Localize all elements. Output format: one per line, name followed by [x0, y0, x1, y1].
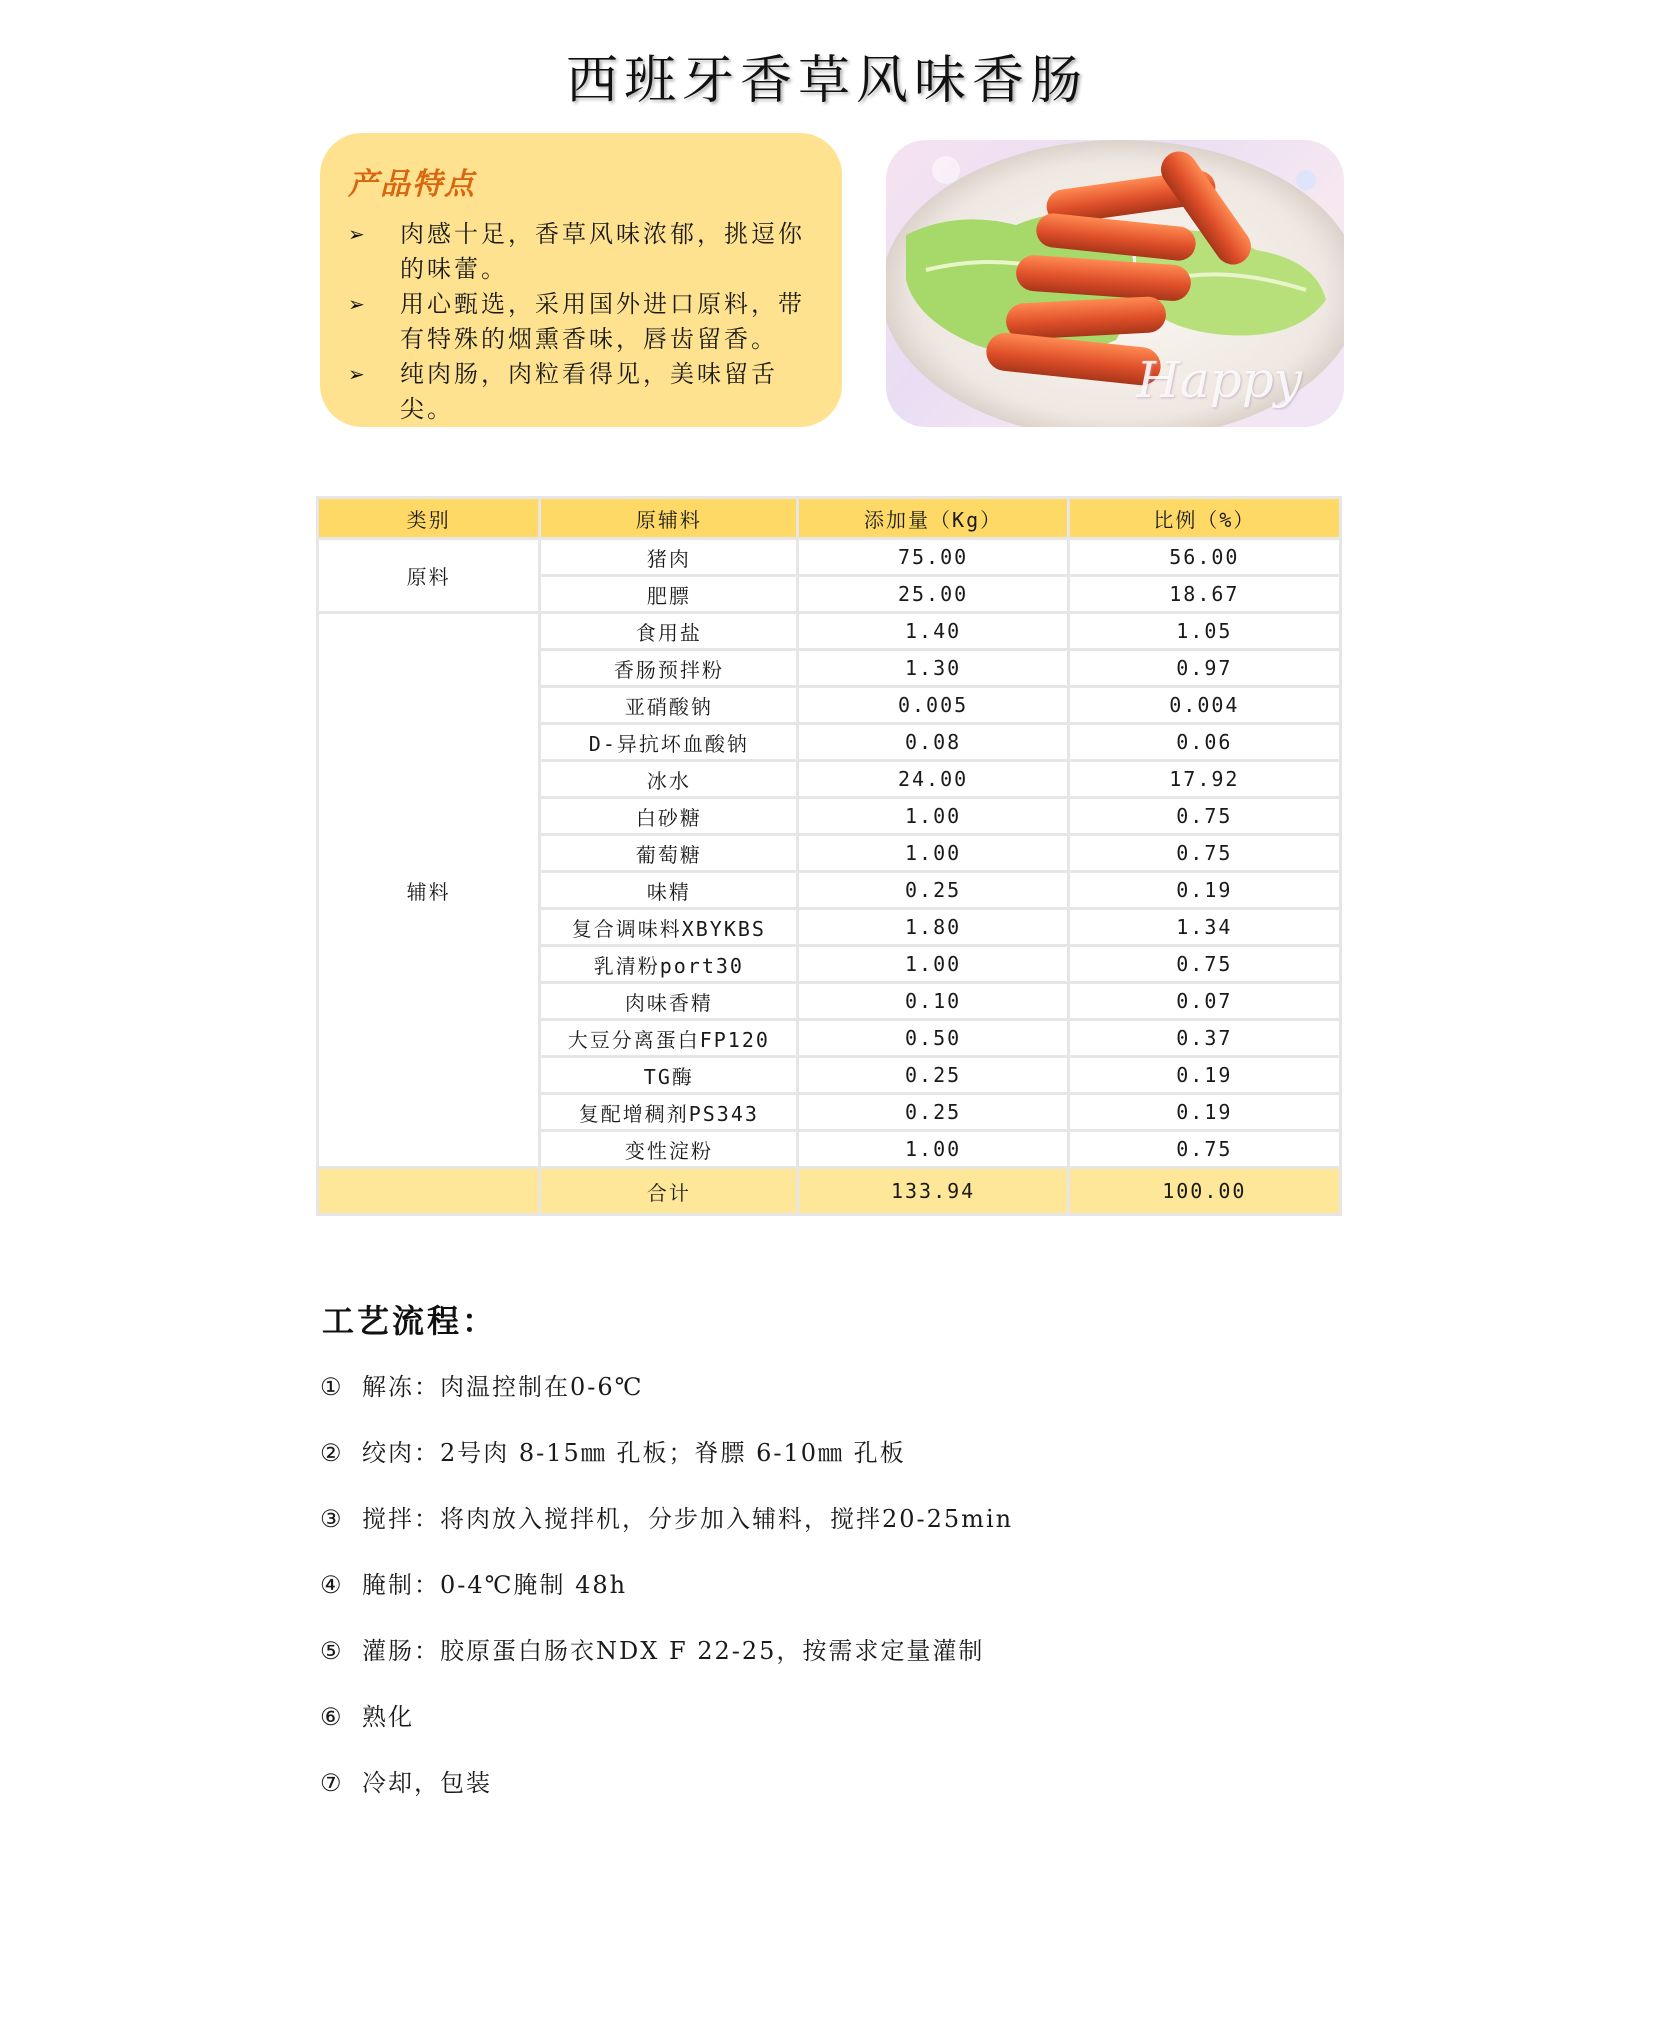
amount-cell: 1.30 — [798, 650, 1068, 687]
ratio-cell: 0.19 — [1068, 872, 1340, 909]
ingredient-cell: 猪肉 — [540, 539, 798, 576]
ratio-cell: 18.67 — [1068, 576, 1340, 613]
column-header: 添加量（Kg） — [798, 498, 1068, 539]
process-step — [320, 1370, 1013, 1436]
amount-cell: 0.08 — [798, 724, 1068, 761]
feature-text: 肉感十足，香草风味浓郁，挑逗你的味蕾。 — [400, 220, 805, 283]
amount-cell: 0.10 — [798, 983, 1068, 1020]
photo-overlay-text: Happy — [1136, 351, 1302, 409]
ingredient-cell: D-异抗坏血酸钠 — [540, 724, 798, 761]
column-header: 类别 — [318, 498, 540, 539]
step-number: ⑤ — [320, 1637, 344, 1665]
ratio-cell: 1.34 — [1068, 909, 1340, 946]
table-body — [318, 539, 1341, 1215]
amount-cell: 1.00 — [798, 835, 1068, 872]
ingredient-cell: 复合调味料XBYKBS — [540, 909, 798, 946]
feature-item — [348, 217, 812, 287]
ratio-cell: 0.75 — [1068, 798, 1340, 835]
ratio-cell: 0.75 — [1068, 1131, 1340, 1168]
step-number: ⑥ — [320, 1703, 344, 1731]
ratio-cell: 0.19 — [1068, 1057, 1340, 1094]
step-text: 搅拌：将肉放入搅拌机，分步加入辅料，搅拌20-25min — [362, 1505, 1014, 1533]
ingredient-cell: 变性淀粉 — [540, 1131, 798, 1168]
ingredient-cell: 食用盐 — [540, 613, 798, 650]
step-text: 冷却，包装 — [362, 1769, 492, 1797]
feature-text: 纯肉肠，肉粒看得见，美味留舌尖。 — [400, 360, 778, 423]
features-heading: 产品特点 — [348, 167, 476, 202]
product-features-panel — [320, 133, 842, 427]
sausage-photo — [886, 140, 1344, 427]
ratio-cell: 0.75 — [1068, 835, 1340, 872]
arrow-bullet-icon: ➢ — [348, 222, 368, 246]
step-number: ③ — [320, 1505, 344, 1533]
amount-cell: 1.00 — [798, 1131, 1068, 1168]
arrow-bullet-icon: ➢ — [348, 362, 368, 386]
arrow-bullet-icon: ➢ — [348, 292, 368, 316]
total-blank-cell — [318, 1168, 540, 1215]
process-step — [320, 1568, 1013, 1634]
total-amount-cell: 133.94 — [798, 1168, 1068, 1215]
ratio-cell: 56.00 — [1068, 539, 1340, 576]
ingredient-cell: 肥膘 — [540, 576, 798, 613]
step-number: ⑦ — [320, 1769, 344, 1797]
amount-cell: 1.40 — [798, 613, 1068, 650]
ratio-cell: 0.06 — [1068, 724, 1340, 761]
column-header: 原辅料 — [540, 498, 798, 539]
process-step — [320, 1700, 1013, 1766]
table-row — [318, 539, 1341, 576]
ratio-cell: 0.19 — [1068, 1094, 1340, 1131]
ratio-cell: 0.97 — [1068, 650, 1340, 687]
ratio-cell: 0.07 — [1068, 983, 1340, 1020]
amount-cell: 0.25 — [798, 1094, 1068, 1131]
amount-cell: 24.00 — [798, 761, 1068, 798]
ingredient-cell: 葡萄糖 — [540, 835, 798, 872]
amount-cell: 1.00 — [798, 798, 1068, 835]
step-number: ② — [320, 1439, 344, 1467]
ingredient-cell: 大豆分离蛋白FP120 — [540, 1020, 798, 1057]
process-steps-list — [320, 1370, 1013, 1832]
amount-cell: 25.00 — [798, 576, 1068, 613]
feature-item — [348, 357, 812, 427]
ingredient-cell: 复配增稠剂PS343 — [540, 1094, 798, 1131]
amount-cell: 0.25 — [798, 1057, 1068, 1094]
amount-cell: 0.50 — [798, 1020, 1068, 1057]
ratio-cell: 1.05 — [1068, 613, 1340, 650]
recipe-table — [316, 496, 1342, 1216]
feature-text: 用心甄选，采用国外进口原料，带有特殊的烟熏香味，唇齿留香。 — [400, 290, 805, 353]
ratio-cell: 17.92 — [1068, 761, 1340, 798]
page-title: 西班牙香草风味香肠 — [565, 51, 1088, 111]
step-text: 灌肠：胶原蛋白肠衣NDX F 22-25，按需求定量灌制 — [362, 1637, 985, 1665]
ingredient-cell: 白砂糖 — [540, 798, 798, 835]
ratio-cell: 0.75 — [1068, 946, 1340, 983]
ingredient-cell: 亚硝酸钠 — [540, 687, 798, 724]
category-cell: 辅料 — [318, 613, 540, 1168]
ingredient-cell: 乳清粉port30 — [540, 946, 798, 983]
amount-cell: 0.25 — [798, 872, 1068, 909]
ratio-cell: 0.37 — [1068, 1020, 1340, 1057]
step-number: ④ — [320, 1571, 344, 1599]
step-text: 熟化 — [362, 1703, 414, 1731]
category-cell: 原料 — [318, 539, 540, 613]
table-row — [318, 613, 1341, 650]
ingredient-cell: TG酶 — [540, 1057, 798, 1094]
process-heading: 工艺流程： — [322, 1302, 498, 1340]
total-ratio-cell: 100.00 — [1068, 1168, 1340, 1215]
ingredient-cell: 肉味香精 — [540, 983, 798, 1020]
process-step — [320, 1766, 1013, 1832]
step-text: 腌制：0-4℃腌制 48h — [362, 1571, 628, 1599]
amount-cell: 1.80 — [798, 909, 1068, 946]
process-step — [320, 1502, 1013, 1568]
table-header-row — [318, 498, 1341, 539]
step-number: ① — [320, 1373, 344, 1401]
column-header: 比例（%） — [1068, 498, 1340, 539]
process-step — [320, 1634, 1013, 1700]
amount-cell: 75.00 — [798, 539, 1068, 576]
ratio-cell: 0.004 — [1068, 687, 1340, 724]
amount-cell: 0.005 — [798, 687, 1068, 724]
amount-cell: 1.00 — [798, 946, 1068, 983]
step-text: 解冻：肉温控制在0-6℃ — [362, 1373, 644, 1401]
feature-item — [348, 287, 812, 357]
step-text: 绞肉：2号肉 8-15㎜ 孔板；脊膘 6-10㎜ 孔板 — [362, 1439, 906, 1467]
ingredient-cell: 冰水 — [540, 761, 798, 798]
ingredient-cell: 香肠预拌粉 — [540, 650, 798, 687]
total-label-cell: 合计 — [540, 1168, 798, 1215]
total-row — [318, 1168, 1341, 1215]
process-step — [320, 1436, 1013, 1502]
ingredient-cell: 味精 — [540, 872, 798, 909]
